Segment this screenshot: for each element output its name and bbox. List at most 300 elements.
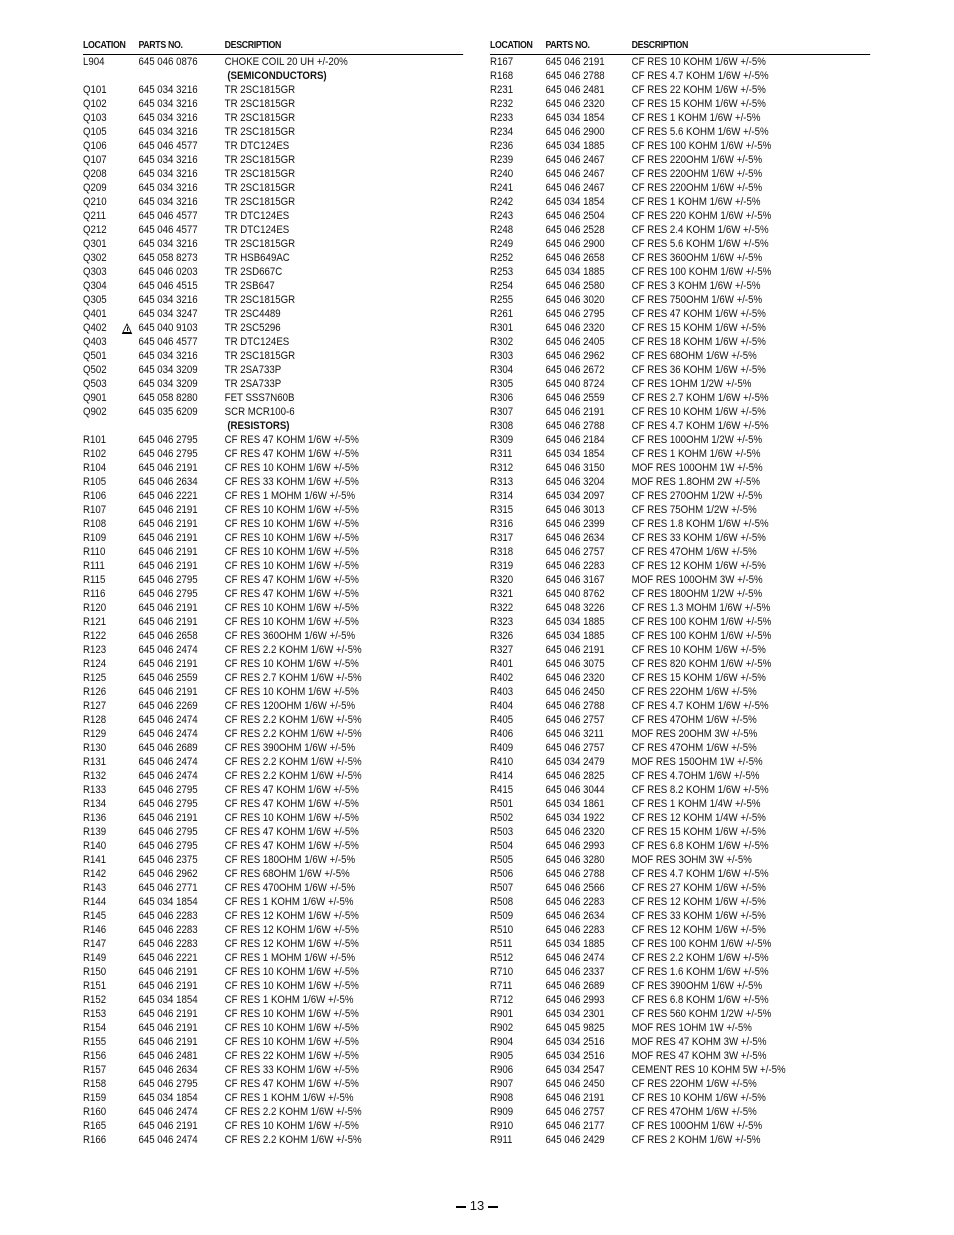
location-cell: R261 xyxy=(490,308,514,320)
location-cell: R506 xyxy=(490,868,514,880)
description-cell: CHOKE COIL 20 UH +/-20% xyxy=(224,56,348,68)
location-cell: R321 xyxy=(490,588,514,600)
parts-no-cell: 645 046 4577 xyxy=(138,140,198,152)
location-cell: R905 xyxy=(490,1050,514,1062)
description-cell: CF RES 36 KOHM 1/6W +/-5% xyxy=(631,364,766,376)
table-row xyxy=(83,755,463,769)
location-cell: R315 xyxy=(490,504,514,516)
table-row xyxy=(83,1091,463,1105)
table-row xyxy=(83,559,463,573)
location-cell: R151 xyxy=(83,980,107,992)
table-row xyxy=(490,587,870,601)
table-row xyxy=(490,615,870,629)
description-cell: CF RES 2.2 KOHM 1/6W +/-5% xyxy=(224,770,362,782)
location-cell: R326 xyxy=(490,630,514,642)
description-cell: CF RES 47 KOHM 1/6W +/-5% xyxy=(224,840,359,852)
header-description: DESCRIPTION xyxy=(631,40,688,51)
location-cell: R241 xyxy=(490,182,514,194)
table-row xyxy=(83,307,463,321)
parts-no-cell: 645 046 2191 xyxy=(138,532,198,544)
parts-no-cell: 645 046 2429 xyxy=(545,1134,605,1146)
description-cell: CF RES 2.2 KOHM 1/6W +/-5% xyxy=(224,756,362,768)
table-row xyxy=(83,979,463,993)
table-row xyxy=(490,839,870,853)
description-cell: CF RES 3 KOHM 1/6W +/-5% xyxy=(631,280,761,292)
table-row xyxy=(83,531,463,545)
description-cell: CF RES 15 KOHM 1/6W +/-5% xyxy=(631,672,766,684)
location-cell: Q304 xyxy=(83,280,107,292)
description-cell: CF RES 2 KOHM 1/6W +/-5% xyxy=(631,1134,761,1146)
parts-no-cell: 645 046 3280 xyxy=(545,854,605,866)
location-cell: R503 xyxy=(490,826,514,838)
parts-no-cell: 645 046 2283 xyxy=(138,938,198,950)
location-cell: R240 xyxy=(490,168,514,180)
table-row xyxy=(490,825,870,839)
description-cell: CF RES 47 KOHM 1/6W +/-5% xyxy=(224,826,359,838)
table-row xyxy=(490,643,870,657)
table-row xyxy=(83,335,463,349)
table-row xyxy=(83,951,463,965)
parts-no-cell: 645 046 2504 xyxy=(545,210,605,222)
location-cell: R146 xyxy=(83,924,107,936)
location-cell: R101 xyxy=(83,434,107,446)
parts-no-cell: 645 046 2788 xyxy=(545,70,605,82)
parts-no-cell: 645 034 3216 xyxy=(138,238,198,250)
location-cell: R243 xyxy=(490,210,514,222)
table-row xyxy=(490,489,870,503)
location-cell: R904 xyxy=(490,1036,514,1048)
location-cell: R406 xyxy=(490,728,514,740)
parts-no-cell: 645 046 2177 xyxy=(545,1120,605,1132)
description-cell: CF RES 1 KOHM 1/6W +/-5% xyxy=(631,112,761,124)
location-cell: R168 xyxy=(490,70,514,82)
location-cell: R902 xyxy=(490,1022,514,1034)
parts-no-cell: 645 034 2547 xyxy=(545,1064,605,1076)
location-cell: R313 xyxy=(490,476,514,488)
table-row xyxy=(490,867,870,881)
location-cell: R306 xyxy=(490,392,514,404)
description-cell: CF RES 68OHM 1/6W +/-5% xyxy=(631,350,757,362)
table-row xyxy=(83,167,463,181)
table-row xyxy=(83,993,463,1007)
parts-no-cell: 645 046 2528 xyxy=(545,224,605,236)
location-cell: R120 xyxy=(83,602,107,614)
header-location: LOCATION xyxy=(490,40,533,51)
parts-no-cell: 645 045 9825 xyxy=(545,1022,605,1034)
table-row xyxy=(490,1035,870,1049)
description-cell: TR 2SC1815GR xyxy=(224,154,296,166)
parts-no-cell: 645 046 2191 xyxy=(138,980,198,992)
table-row xyxy=(490,699,870,713)
location-cell: R166 xyxy=(83,1134,107,1146)
table-row xyxy=(83,475,463,489)
location-cell: Q212 xyxy=(83,224,107,236)
description-cell: CF RES 1.3 MOHM 1/6W +/-5% xyxy=(631,602,771,614)
parts-no-cell: 645 046 2191 xyxy=(138,560,198,572)
header-parts-no: PARTS NO. xyxy=(545,40,590,51)
location-cell: R106 xyxy=(83,490,107,502)
location-cell: R305 xyxy=(490,378,514,390)
table-row xyxy=(490,545,870,559)
description-cell: CF RES 10 KOHM 1/6W +/-5% xyxy=(224,1036,359,1048)
table-row xyxy=(83,433,463,447)
table-row xyxy=(490,923,870,937)
location-cell: R414 xyxy=(490,770,514,782)
parts-no-cell: 645 046 2191 xyxy=(138,966,198,978)
description-cell: CF RES 10 KOHM 1/6W +/-5% xyxy=(224,980,359,992)
description-cell: CF RES 100 KOHM 1/6W +/-5% xyxy=(631,266,772,278)
table-row xyxy=(490,97,870,111)
description-cell: CF RES 18 KOHM 1/6W +/-5% xyxy=(631,336,766,348)
description-cell: CF RES 220OHM 1/6W +/-5% xyxy=(631,182,763,194)
parts-no-cell: 645 046 2634 xyxy=(545,532,605,544)
parts-no-cell: 645 034 3216 xyxy=(138,84,198,96)
description-cell: CF RES 10 KOHM 1/6W +/-5% xyxy=(224,518,359,530)
description-cell: CF RES 100 KOHM 1/6W +/-5% xyxy=(631,140,772,152)
parts-no-cell: 645 034 3216 xyxy=(138,168,198,180)
parts-no-cell: 645 046 2320 xyxy=(545,826,605,838)
table-row xyxy=(83,251,463,265)
parts-no-cell: 645 034 1861 xyxy=(545,798,605,810)
description-cell: CF RES 2.7 KOHM 1/6W +/-5% xyxy=(224,672,362,684)
description-cell: CF RES 47OHM 1/6W +/-5% xyxy=(631,742,757,754)
description-cell: CF RES 220OHM 1/6W +/-5% xyxy=(631,168,763,180)
location-cell: R401 xyxy=(490,658,514,670)
description-cell: CF RES 750OHM 1/6W +/-5% xyxy=(631,294,763,306)
table-row xyxy=(83,783,463,797)
parts-no-cell: 645 046 2993 xyxy=(545,840,605,852)
description-cell: CF RES 2.4 KOHM 1/6W +/-5% xyxy=(631,224,769,236)
table-row xyxy=(490,531,870,545)
header-location: LOCATION xyxy=(83,40,126,51)
location-cell: R301 xyxy=(490,322,514,334)
description-cell: TR 2SC1815GR xyxy=(224,294,296,306)
parts-no-cell: 645 046 2375 xyxy=(138,854,198,866)
location-cell: R129 xyxy=(83,728,107,740)
table-row xyxy=(83,503,463,517)
table-row xyxy=(490,447,870,461)
table-row xyxy=(490,83,870,97)
parts-no-cell: 645 046 2474 xyxy=(138,756,198,768)
table-row xyxy=(83,153,463,167)
table-row xyxy=(83,1007,463,1021)
description-cell: CF RES 10 KOHM 1/6W +/-5% xyxy=(224,462,359,474)
parts-no-cell: 645 034 3247 xyxy=(138,308,198,320)
location-cell: R154 xyxy=(83,1022,107,1034)
parts-no-cell: 645 046 2795 xyxy=(138,784,198,796)
description-cell: CF RES 1 KOHM 1/6W +/-5% xyxy=(631,448,761,460)
table-row xyxy=(83,83,463,97)
description-cell: CF RES 10 KOHM 1/6W +/-5% xyxy=(224,560,359,572)
description-cell: CF RES 2.2 KOHM 1/6W +/-5% xyxy=(631,952,769,964)
location-cell: R249 xyxy=(490,238,514,250)
parts-no-cell: 645 046 2474 xyxy=(545,952,605,964)
table-row xyxy=(490,881,870,895)
location-cell: R507 xyxy=(490,882,514,894)
parts-no-cell: 645 046 2795 xyxy=(138,588,198,600)
description-cell: TR 2SC1815GR xyxy=(224,238,296,250)
description-cell: CF RES 10 KOHM 1/6W +/-5% xyxy=(224,812,359,824)
location-cell: Q503 xyxy=(83,378,107,390)
description-cell: TR 2SC1815GR xyxy=(224,350,296,362)
parts-no-cell: 645 046 2900 xyxy=(545,238,605,250)
table-body xyxy=(490,55,870,1147)
location-cell: R415 xyxy=(490,784,514,796)
table-row xyxy=(83,1105,463,1119)
table-row xyxy=(83,671,463,685)
parts-no-cell: 645 046 2689 xyxy=(545,980,605,992)
table-row xyxy=(83,363,463,377)
description-cell: CF RES 10 KOHM 1/6W +/-5% xyxy=(224,616,359,628)
location-cell: R509 xyxy=(490,910,514,922)
parts-no-cell: 645 046 2191 xyxy=(138,812,198,824)
description-cell: CF RES 12 KOHM 1/6W +/-5% xyxy=(631,896,766,908)
description-cell: CF RES 10 KOHM 1/6W +/-5% xyxy=(631,406,766,418)
description-cell: MOF RES 47 KOHM 3W +/-5% xyxy=(631,1036,767,1048)
location-cell: R111 xyxy=(83,560,105,572)
description-cell: MOF RES 1OHM 1W +/-5% xyxy=(631,1022,752,1034)
description-cell: CF RES 10 KOHM 1/6W +/-5% xyxy=(224,1120,359,1132)
parts-no-cell: 645 046 2757 xyxy=(545,546,605,558)
location-cell: R252 xyxy=(490,252,514,264)
description-cell: CF RES 47 KOHM 1/6W +/-5% xyxy=(224,434,359,446)
location-cell: R110 xyxy=(83,546,106,558)
table-row xyxy=(490,419,870,433)
parts-no-cell: 645 046 2672 xyxy=(545,364,605,376)
location-cell: R115 xyxy=(83,574,106,586)
description-cell: CF RES 820 KOHM 1/6W +/-5% xyxy=(631,658,772,670)
table-row xyxy=(83,685,463,699)
location-cell: Q106 xyxy=(83,140,107,152)
description-cell: CF RES 180OHM 1/2W +/-5% xyxy=(631,588,763,600)
description-cell: CF RES 12 KOHM 1/6W +/-5% xyxy=(224,910,359,922)
location-cell: R316 xyxy=(490,518,514,530)
parts-no-cell: 645 034 1885 xyxy=(545,616,605,628)
location-cell: Q403 xyxy=(83,336,107,348)
table-row xyxy=(83,279,463,293)
parts-no-cell: 645 040 8724 xyxy=(545,378,605,390)
description-cell: CF RES 1 KOHM 1/6W +/-5% xyxy=(224,896,354,908)
table-row xyxy=(490,391,870,405)
parts-no-cell: 645 046 2450 xyxy=(545,686,605,698)
location-cell: R157 xyxy=(83,1064,107,1076)
table-row xyxy=(490,111,870,125)
location-cell xyxy=(83,419,138,433)
parts-no-cell: 645 046 2191 xyxy=(138,504,198,516)
parts-no-cell: 645 046 2559 xyxy=(545,392,605,404)
location-cell: R147 xyxy=(83,938,107,950)
parts-no-cell: 645 034 3216 xyxy=(138,112,198,124)
description-cell: CF RES 1 KOHM 1/6W +/-5% xyxy=(631,196,761,208)
table-row xyxy=(490,377,870,391)
parts-no-cell: 645 046 2481 xyxy=(138,1050,198,1062)
description-cell: CF RES 47 KOHM 1/6W +/-5% xyxy=(224,784,359,796)
location-cell: R402 xyxy=(490,672,514,684)
table-row xyxy=(83,1063,463,1077)
location-cell: R136 xyxy=(83,812,107,824)
parts-no-cell: 645 034 3216 xyxy=(138,182,198,194)
table-row xyxy=(83,587,463,601)
description-cell: CF RES 10 KOHM 1/6W +/-5% xyxy=(224,658,359,670)
safety-warning-icon xyxy=(122,323,133,334)
location-cell: R159 xyxy=(83,1092,107,1104)
table-row xyxy=(83,1119,463,1133)
location-cell: R906 xyxy=(490,1064,514,1076)
table-header xyxy=(83,40,463,55)
description-cell: CF RES 6.8 KOHM 1/6W +/-5% xyxy=(631,994,769,1006)
description-cell: CF RES 220 KOHM 1/6W +/-5% xyxy=(631,210,772,222)
page-footer xyxy=(0,1198,954,1214)
location-cell: R150 xyxy=(83,966,107,978)
parts-no-cell: 645 034 3209 xyxy=(138,378,198,390)
table-row xyxy=(83,657,463,671)
table-row xyxy=(490,559,870,573)
table-row xyxy=(83,111,463,125)
table-row xyxy=(83,391,463,405)
parts-no-cell: 645 046 3150 xyxy=(545,462,605,474)
parts-no-cell: 645 046 3167 xyxy=(545,574,605,586)
description-cell: TR DTC124ES xyxy=(224,336,290,348)
table-row xyxy=(490,363,870,377)
table-row xyxy=(83,181,463,195)
location-cell: R131 xyxy=(83,756,107,768)
location-cell: R501 xyxy=(490,798,514,810)
description-cell: TR DTC124ES xyxy=(224,224,290,236)
parts-no-cell: 645 046 2559 xyxy=(138,672,198,684)
parts-no-cell: 645 046 0876 xyxy=(138,56,198,68)
parts-no-cell: 645 034 2097 xyxy=(545,490,605,502)
table-row xyxy=(490,55,870,69)
description-cell: CF RES 33 KOHM 1/6W +/-5% xyxy=(224,476,359,488)
description-cell: (SEMICONDUCTORS) xyxy=(227,70,327,82)
location-cell: Q103 xyxy=(83,112,107,124)
table-row xyxy=(490,461,870,475)
table-row xyxy=(490,755,870,769)
table-row xyxy=(490,741,870,755)
parts-no-cell: 645 046 2191 xyxy=(138,518,198,530)
table-row xyxy=(83,895,463,909)
parts-no-cell: 645 034 2516 xyxy=(545,1036,605,1048)
table-row xyxy=(490,279,870,293)
description-cell: CF RES 1 KOHM 1/4W +/-5% xyxy=(631,798,761,810)
parts-no-cell: 645 034 1922 xyxy=(545,812,605,824)
location-cell: R124 xyxy=(83,658,107,670)
parts-no-cell: 645 046 2450 xyxy=(545,1078,605,1090)
description-cell: CF RES 22OHM 1/6W +/-5% xyxy=(631,1078,757,1090)
parts-no-cell: 645 034 1885 xyxy=(545,266,605,278)
description-cell: MOF RES 100OHM 1W +/-5% xyxy=(631,462,763,474)
table-row xyxy=(490,335,870,349)
description-cell: CF RES 2.2 KOHM 1/6W +/-5% xyxy=(224,1106,362,1118)
table-row xyxy=(83,1049,463,1063)
parts-no-cell: 645 046 2191 xyxy=(138,658,198,670)
description-cell: MOF RES 1.8OHM 2W +/-5% xyxy=(631,476,760,488)
description-cell: MOF RES 3OHM 3W +/-5% xyxy=(631,854,752,866)
parts-no-cell: 645 058 8280 xyxy=(138,392,198,404)
parts-no-cell: 645 046 2283 xyxy=(138,924,198,936)
location-cell: R409 xyxy=(490,742,514,754)
table-row xyxy=(83,223,463,237)
description-cell: CF RES 33 KOHM 1/6W +/-5% xyxy=(631,910,766,922)
parts-no-cell: 645 046 2191 xyxy=(138,616,198,628)
location-cell: Q305 xyxy=(83,294,107,306)
location-cell: R910 xyxy=(490,1120,514,1132)
parts-no-cell: 645 046 3020 xyxy=(545,294,605,306)
table-row xyxy=(490,195,870,209)
parts-no-cell: 645 046 2689 xyxy=(138,742,198,754)
parts-no-cell: 645 034 1854 xyxy=(138,1092,198,1104)
table-row xyxy=(83,769,463,783)
table-row xyxy=(83,461,463,475)
table-row xyxy=(490,937,870,951)
table-row xyxy=(490,517,870,531)
location-cell: R108 xyxy=(83,518,107,530)
table-row xyxy=(83,965,463,979)
dash-right xyxy=(488,1206,498,1208)
description-cell: CF RES 15 KOHM 1/6W +/-5% xyxy=(631,826,766,838)
parts-no-cell: 645 046 2283 xyxy=(138,910,198,922)
parts-no-cell: 645 040 9103 xyxy=(138,322,198,334)
parts-no-cell: 645 046 2795 xyxy=(138,1078,198,1090)
description-cell: CF RES 100 KOHM 1/6W +/-5% xyxy=(631,938,772,950)
description-cell: CF RES 15 KOHM 1/6W +/-5% xyxy=(631,98,766,110)
parts-no-cell: 645 046 2795 xyxy=(138,826,198,838)
description-cell: CF RES 10 KOHM 1/6W +/-5% xyxy=(224,504,359,516)
parts-no-cell: 645 046 2184 xyxy=(545,434,605,446)
location-cell: R121 xyxy=(83,616,107,628)
location-cell: Q107 xyxy=(83,154,107,166)
table-row xyxy=(490,405,870,419)
table-row xyxy=(490,475,870,489)
table-row xyxy=(83,937,463,951)
table-row xyxy=(490,321,870,335)
location-cell: Q401 xyxy=(83,308,107,320)
location-cell: R233 xyxy=(490,112,514,124)
parts-no-cell: 645 046 2962 xyxy=(545,350,605,362)
location-cell: R901 xyxy=(490,1008,514,1020)
table-row xyxy=(83,629,463,643)
table-row xyxy=(490,797,870,811)
parts-no-cell: 645 046 2757 xyxy=(545,742,605,754)
description-cell: CF RES 270OHM 1/2W +/-5% xyxy=(631,490,763,502)
location-cell: R142 xyxy=(83,868,107,880)
parts-no-cell: 645 046 2467 xyxy=(545,154,605,166)
description-cell: CF RES 4.7OHM 1/6W +/-5% xyxy=(631,770,760,782)
table-row xyxy=(83,97,463,111)
description-cell: CF RES 360OHM 1/6W +/-5% xyxy=(224,630,356,642)
table-row xyxy=(83,839,463,853)
parts-no-cell: 645 046 2795 xyxy=(138,434,198,446)
location-cell: R254 xyxy=(490,280,514,292)
location-cell: R511 xyxy=(490,938,513,950)
description-cell: CF RES 10 KOHM 1/6W +/-5% xyxy=(224,602,359,614)
location-cell: R318 xyxy=(490,546,514,558)
location-cell: R128 xyxy=(83,714,107,726)
parts-no-cell: 645 046 2191 xyxy=(138,1022,198,1034)
parts-no-cell: 645 046 2795 xyxy=(138,840,198,852)
description-cell: CF RES 1OHM 1/2W +/-5% xyxy=(631,378,752,390)
table-row xyxy=(490,181,870,195)
parts-no-cell: 645 046 2474 xyxy=(138,1106,198,1118)
table-row xyxy=(490,811,870,825)
table-row xyxy=(490,657,870,671)
description-cell: CF RES 2.2 KOHM 1/6W +/-5% xyxy=(224,714,362,726)
location-cell: R125 xyxy=(83,672,107,684)
location-cell: R309 xyxy=(490,434,514,446)
parts-no-cell: 645 034 3216 xyxy=(138,98,198,110)
description-cell: CF RES 15 KOHM 1/6W +/-5% xyxy=(631,322,766,334)
description-cell: CF RES 120OHM 1/6W +/-5% xyxy=(224,700,356,712)
